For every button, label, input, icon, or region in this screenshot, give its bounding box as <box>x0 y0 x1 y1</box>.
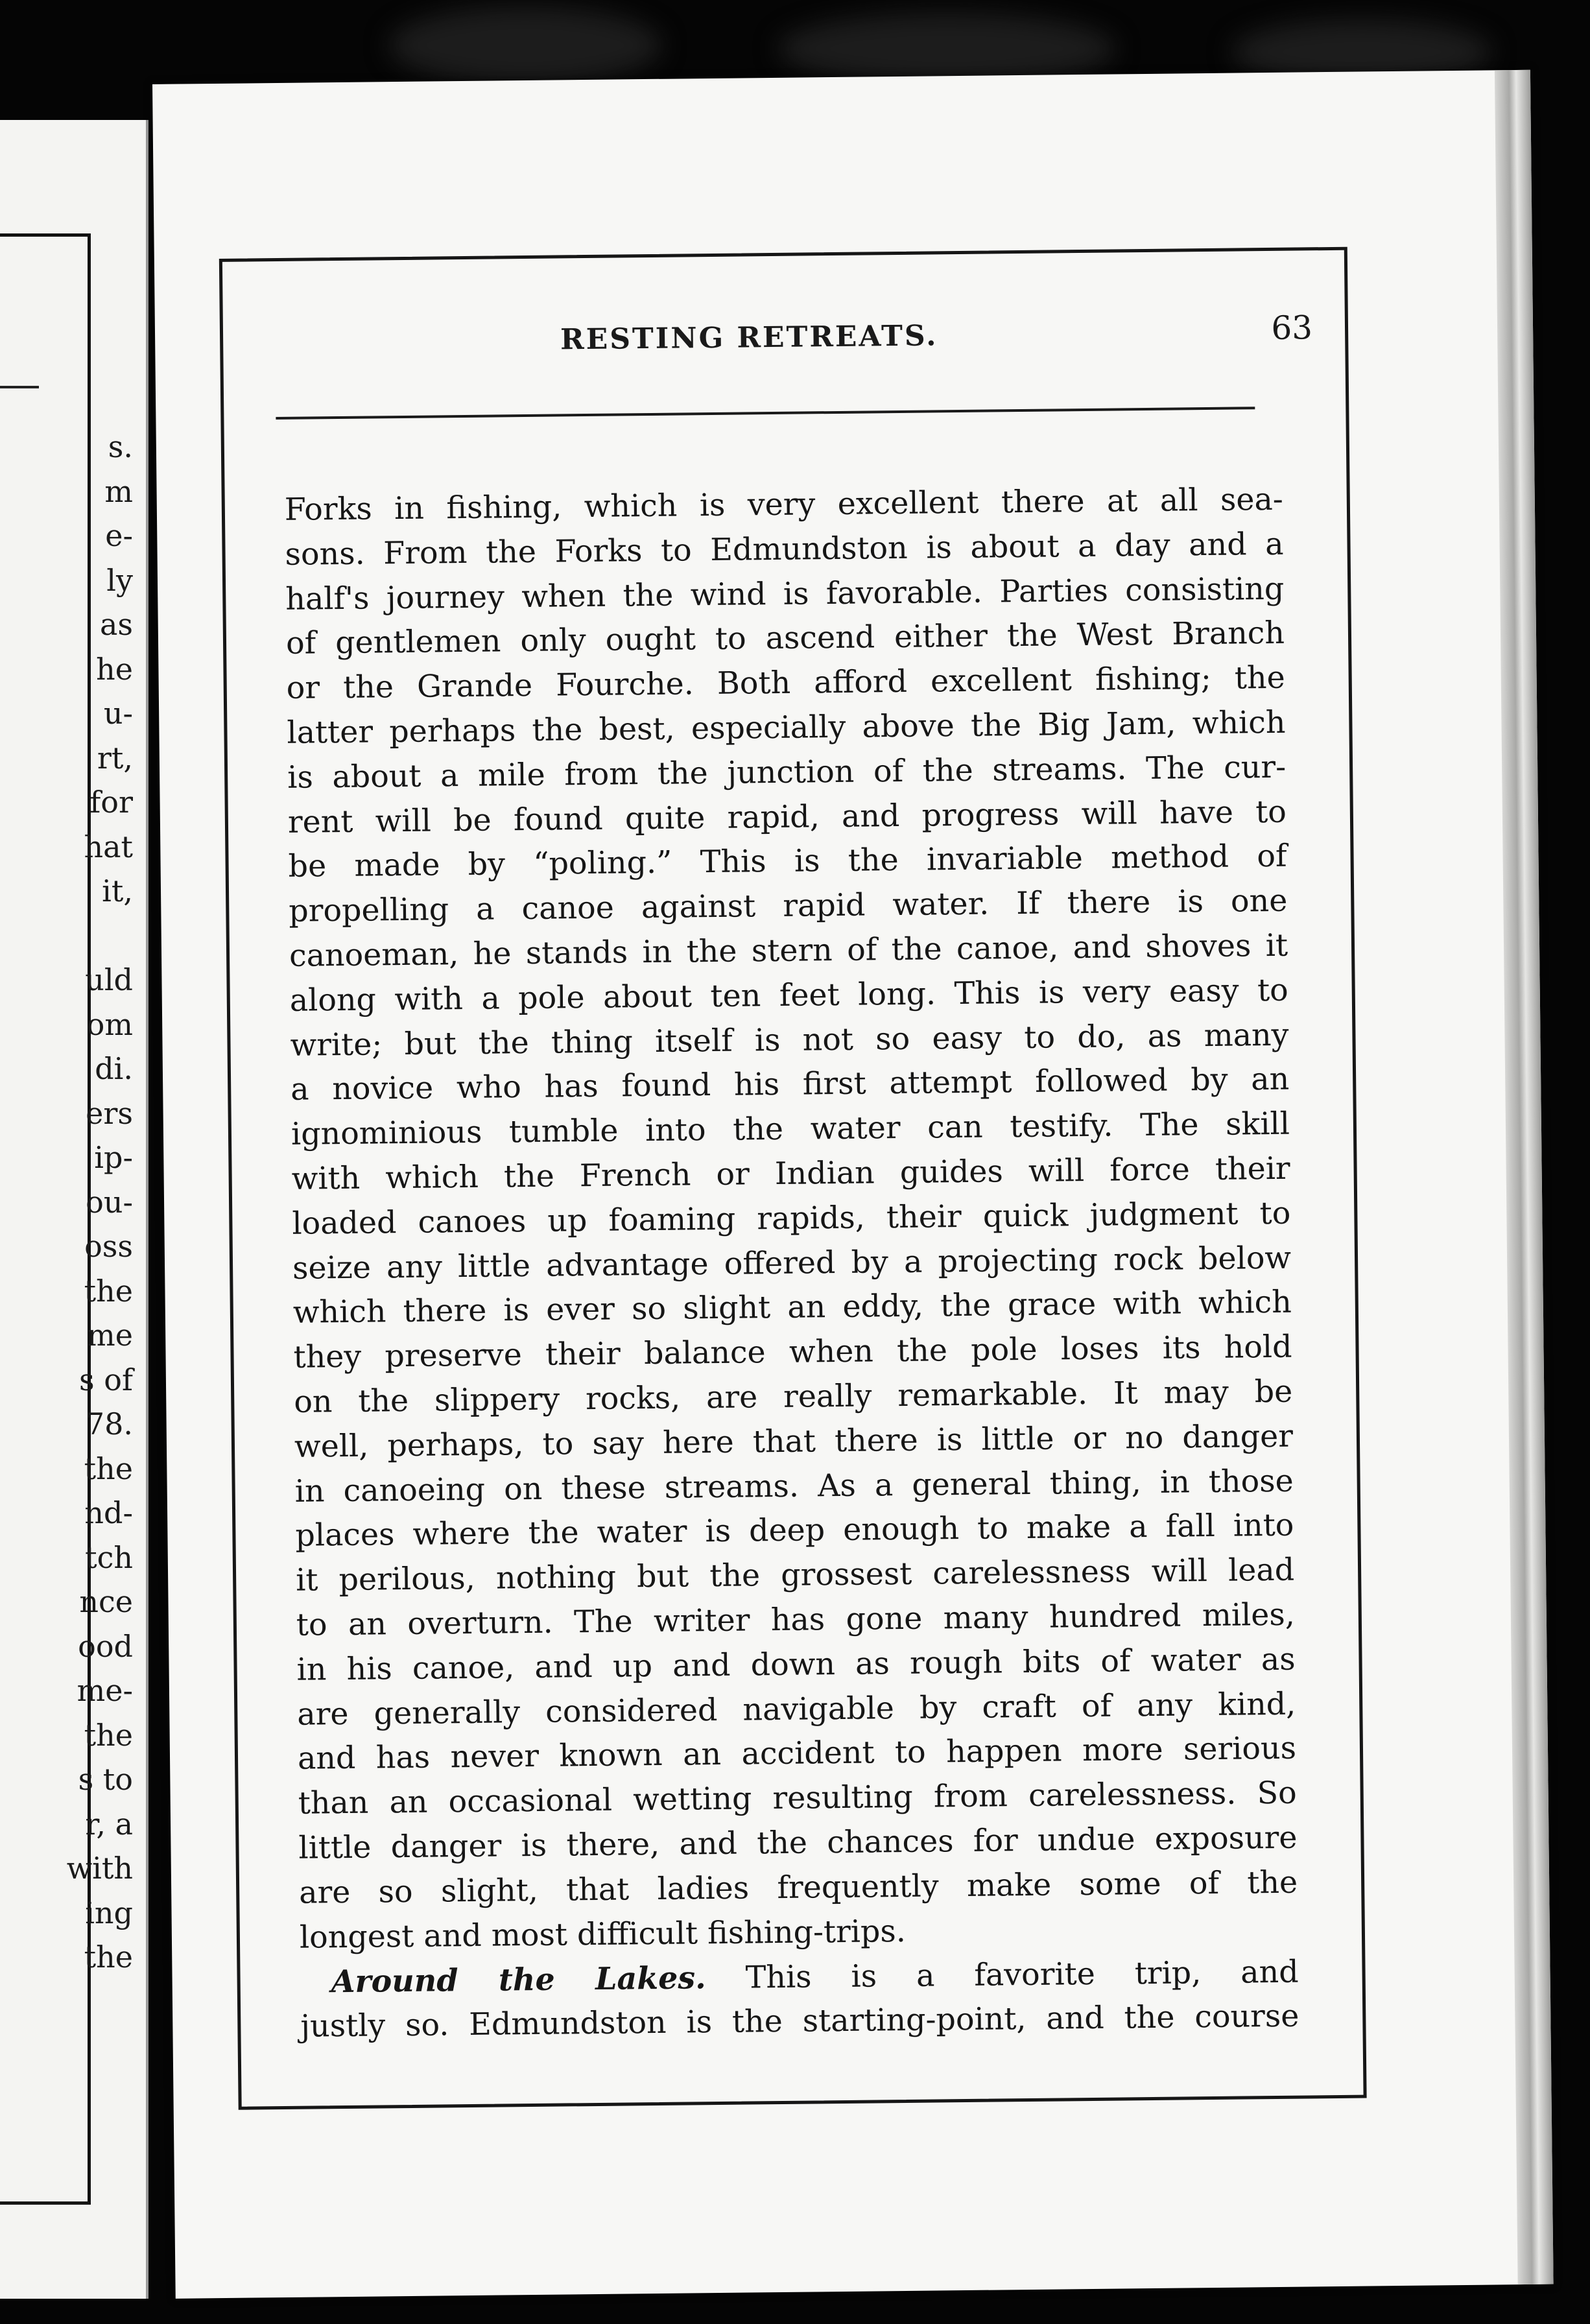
left-page-line-fragment: tch <box>85 1539 133 1575</box>
left-page-line-fragment: the <box>84 1939 133 1974</box>
text-line: propelling a canoe against rapid water. If there is one <box>289 883 1288 930</box>
left-page-line-fragment: ing <box>85 1895 133 1930</box>
text-line: are generally considered navigable by craft of any kind, <box>297 1686 1296 1733</box>
page-edge <box>1495 70 1554 2284</box>
text-line: well, perhaps, to say here that there is little or no danger <box>294 1418 1294 1465</box>
section-line-text: This is a favorite trip, and <box>745 1954 1299 1996</box>
left-page-line-fragment: uld <box>85 962 133 997</box>
left-page-line-fragment: s to <box>78 1762 133 1797</box>
left-page-line-fragment: oss <box>84 1229 133 1264</box>
text-line: sons. From the Forks to Edmundston is about a day and a <box>285 526 1284 573</box>
left-page-line-fragment: s. <box>108 429 133 464</box>
text-line: Forks in fishing, which is very excellent there at all sea- <box>284 481 1284 528</box>
book-page <box>152 70 1554 2299</box>
left-page-line-fragment: m <box>104 473 133 509</box>
left-page-line-fragment: the <box>84 1273 133 1309</box>
left-page-line-fragment: ou- <box>86 1184 133 1220</box>
text-line: seize any little advantage offered by a projecting rock below <box>292 1240 1292 1286</box>
left-page-line-fragment: me- <box>77 1673 133 1708</box>
left-page-line-fragment: ip- <box>94 1140 133 1175</box>
left-page-line-fragment: u- <box>103 696 133 731</box>
left-page-line-fragment: ood <box>78 1628 133 1664</box>
text-line: or the Grande Fourche. Both afford excellent fishing; the <box>286 659 1285 707</box>
background-foliage <box>778 13 1115 84</box>
left-page-line-fragment: e- <box>105 518 133 553</box>
left-page-line-fragment: it, <box>102 873 133 908</box>
text-line: little danger is there, and the chances for undue exposure <box>298 1820 1298 1866</box>
left-page-line-fragment: 78. <box>85 1406 133 1441</box>
left-page-line-fragment: nd- <box>84 1495 133 1530</box>
left-page-line-fragment: hat <box>84 829 133 864</box>
left-page-rule <box>0 386 39 388</box>
left-page-line-fragment: for <box>89 785 133 820</box>
text-line: to an overturn. The writer has gone many hundred miles, <box>296 1596 1296 1643</box>
left-facing-page <box>0 120 148 2299</box>
header-rule <box>276 407 1255 420</box>
background-foliage <box>389 6 661 84</box>
left-page-line-fragment: rt, <box>97 740 133 776</box>
left-page-line-fragment: the <box>84 1717 133 1753</box>
text-line: rent will be found quite rapid, and progress will have to <box>287 794 1287 840</box>
text-line: with which the French or Indian guides will force their <box>291 1150 1290 1197</box>
text-line: of gentlemen only ought to ascend either the West Branch <box>285 615 1285 662</box>
left-page-line-fragment: ly <box>106 562 133 598</box>
text-line: are so slight, that ladies frequently make some of the <box>298 1864 1298 1911</box>
text-line: it perilous, nothing but the grossest carelessness will lead <box>295 1552 1295 1598</box>
left-page-line-fragment: he <box>96 651 133 687</box>
text-line: which there is ever so slight an eddy, the grace with which <box>292 1285 1292 1331</box>
body-text <box>285 478 1299 2050</box>
text-line: in his canoe, and up and down as rough bits of water as <box>296 1641 1296 1688</box>
left-page-line-fragment: me <box>87 1318 133 1353</box>
left-page-line-fragment: ers <box>86 1095 133 1131</box>
left-page-line-fragment: s of <box>79 1362 133 1397</box>
text-line: on the slippery rocks, are really remarkable. It may be <box>294 1373 1293 1420</box>
text-line: is about a mile from the junction of the streams. The cur- <box>287 749 1287 796</box>
text-line: places where the water is deep enough to make a fall into <box>295 1508 1294 1554</box>
text-line: and has never known an accident to happen more serious <box>297 1730 1297 1777</box>
left-page-line-fragment: om <box>86 1006 133 1042</box>
text-line: along with a pole about ten feet long. This is very easy to <box>289 972 1289 1019</box>
left-page-line-fragment: with <box>66 1851 133 1886</box>
text-line: they preserve their balance when the pole loses its hold <box>293 1329 1292 1375</box>
text-line: a novice who has found his first attempt followed by an <box>290 1061 1290 1108</box>
text-line: longest and most difficult fishing-trips. <box>299 1913 907 1956</box>
left-page-line-fragment: di. <box>95 1051 133 1086</box>
left-page-line-fragment <box>67 914 133 958</box>
text-line: latter perhaps the best, especially above the Big Jam, which <box>287 704 1286 751</box>
page-number: 63 <box>1271 309 1313 347</box>
text-line: ignominious tumble into the water can testify. The skill <box>291 1106 1290 1153</box>
left-page-line-fragment: the <box>84 1451 133 1486</box>
left-page-line-fragment: nce <box>79 1584 133 1619</box>
left-page-line-fragment: as <box>99 607 133 642</box>
text-line: be made by “poling.” This is the invariable method of <box>288 838 1287 885</box>
text-line: half's journey when the wind is favorable. Parties consisting <box>285 571 1285 617</box>
text-line: canoeman, he stands in the stern of the canoe, and shoves it <box>289 927 1288 974</box>
text-line: loaded canoes up foaming rapids, their quick judgment to <box>292 1195 1291 1242</box>
page-frame <box>219 247 1367 2110</box>
page-header <box>223 309 1346 372</box>
text-line: in canoeing on these streams. As a general thing, in those <box>294 1463 1294 1510</box>
left-page-text <box>67 425 133 1980</box>
text-line: write; but the thing itself is not so easy to do, as many <box>290 1017 1289 1063</box>
text-line: justly so. Edmundston is the starting-point, and the course <box>300 1998 1299 2045</box>
left-page-line-fragment: r, a <box>85 1806 133 1842</box>
running-title: RESTING RETREATS. <box>560 319 938 357</box>
section-heading: Around the Lakes. <box>331 1960 706 2000</box>
text-line: than an occasional wetting resulting from carelessness. So <box>298 1775 1297 1821</box>
